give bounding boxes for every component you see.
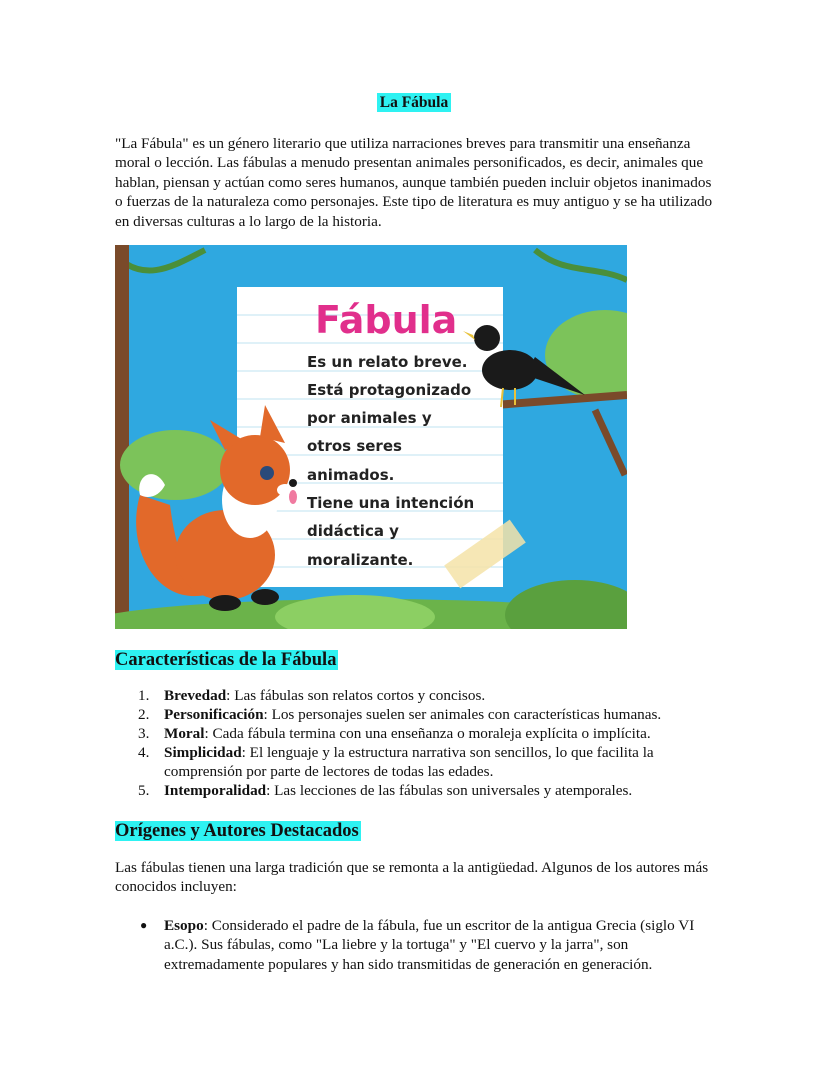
list-item-number: 4. [138,744,150,761]
list-item [115,743,715,781]
card-line-6: Tiene una intención [307,494,475,512]
card-line-8: moralizante. [307,551,414,569]
list-item-number: 3. [138,725,150,742]
card-title: Fábula [315,298,458,342]
list-item-term: Moral [164,725,205,742]
authors-list [115,916,715,974]
bush-left [120,430,230,500]
card-line-2: Está protagonizado [307,381,472,399]
origins-heading-block [115,820,361,842]
fable-illustration-svg [115,245,627,629]
list-item-text: : Los personajes suelen ser animales con características humanas. [263,706,662,723]
card-line-4: otros seres [307,437,402,455]
list-item-text: : Las lecciones de las fábulas son universales y atemporales. [266,782,633,799]
list-item-number: 2. [138,706,150,723]
list-item-text: : Las fábulas son relatos cortos y concisos. [226,687,486,704]
card-line-5: animados. [307,466,395,484]
list-item-number: 5. [138,782,150,799]
list-item-text: : El lenguaje y la estructura narrativa son sencillos, lo que facilita la comprensión por parte de lectores de todas las edades. [164,744,654,780]
list-item-text: : Cada fábula termina con una enseñanza o moraleja explícita o implícita. [204,725,651,742]
card-line-3: por animales y [307,409,432,427]
list-item [115,686,715,705]
list-item-term: Simplicidad [164,744,242,761]
bullet-icon: ● [140,918,148,932]
author-name: Esopo [164,917,204,934]
characteristics-heading: Características de la Fábula [115,650,337,670]
list-item-term: Brevedad [164,687,227,704]
card-line-1: Es un relato breve. [307,353,468,371]
list-item [115,705,715,724]
list-item-number: 1. [138,687,150,704]
title-block [0,94,828,112]
origins-paragraph: Las fábulas tienen una larga tradición que se remonta a la antigüedad. Algunos de los autores más conocidos incluyen: [115,859,709,896]
tree-trunk-left [115,245,129,629]
fable-illustration [115,245,627,629]
characteristics-list [115,686,715,800]
list-item [115,724,715,743]
list-item-term: Personificación [164,706,264,723]
intro-paragraph: "La Fábula" es un género literario que utiliza narraciones breves para transmitir una enseñanza moral o lección. Las fábulas a menudo presentan animales personificados, es decir, animales que hablan, piensan y actúan como seres humanos, aunque también pueden incluir objetos inanimados o fuerzas de la naturaleza como personajes. Este tipo de literatura es muy antiguo y se ha utilizado en diversas culturas a lo largo de la historia. [115,135,713,230]
card-line-7: didáctica y [307,522,399,540]
list-item [115,916,715,974]
characteristics-heading-block [115,649,338,671]
author-text: : Considerado el padre de la fábula, fue un escritor de la antigua Grecia (siglo VI a.C.). Sus fábulas, como "La liebre y la tortuga" y "El cuervo y la jarra", son extremadamente populares y han sido transmitidas de generación en generación. [164,917,695,973]
list-item [115,781,715,800]
origins-heading: Orígenes y Autores Destacados [115,821,359,841]
document-title: La Fábula [377,93,451,112]
list-item-term: Intemporalidad [164,782,267,799]
